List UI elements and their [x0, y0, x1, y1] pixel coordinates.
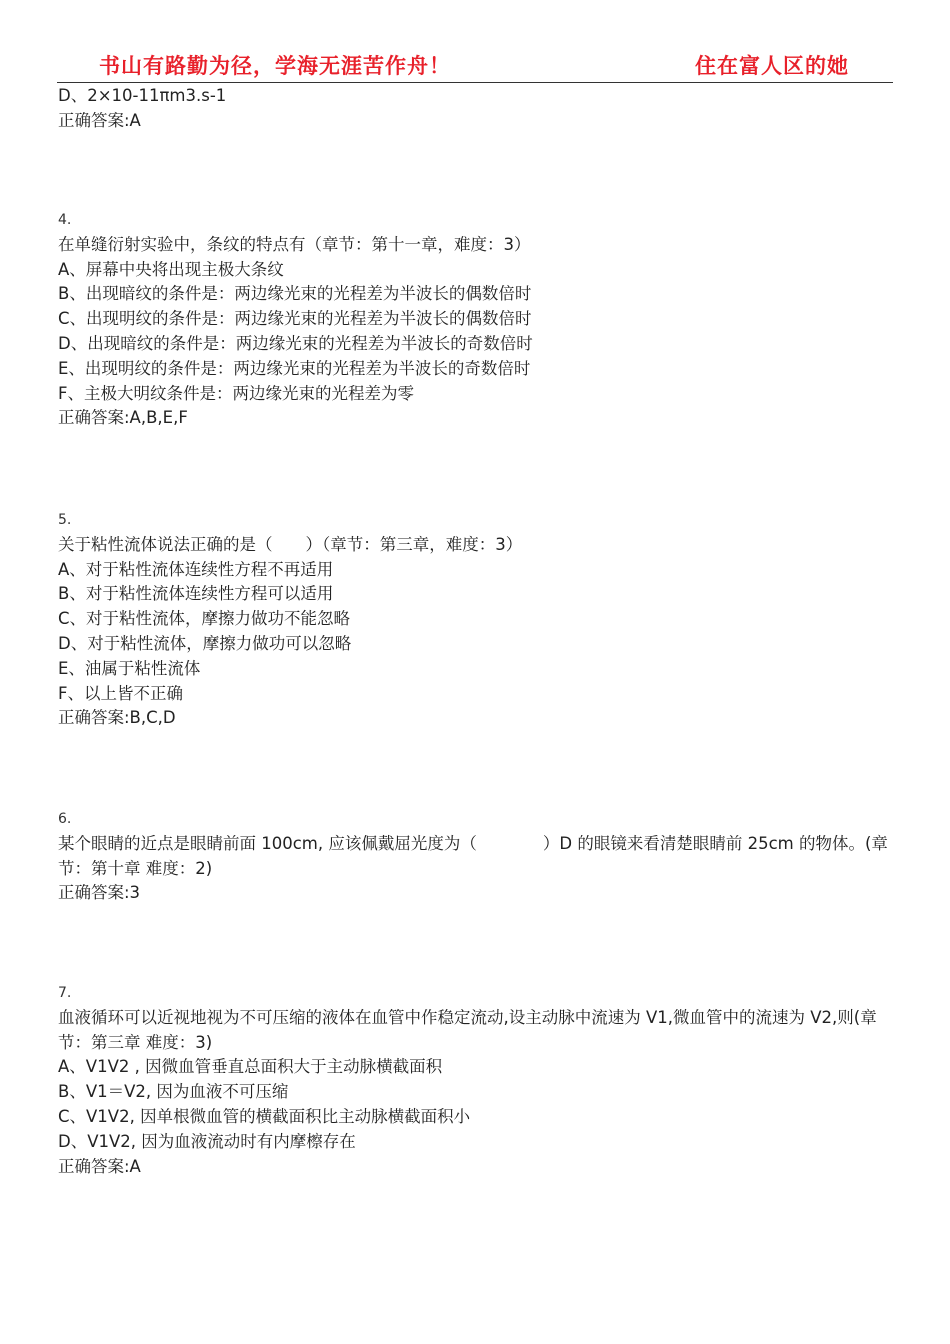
option-b: B、对于粘性流体连续性方程可以适用 — [58, 584, 334, 604]
question-number: 5. — [58, 512, 72, 528]
option-b: B、出现暗纹的条件是：两边缘光束的光程差为半波长的偶数倍时 — [58, 284, 532, 304]
question-stem: 某个眼睛的近点是眼睛前面 100cm, 应该佩戴屈光度为（ ）D 的眼镜来看清楚眼睛前 25cm 的物体。(章节：第十章 难度：2) — [58, 833, 888, 878]
answer-line: 正确答案:A — [58, 110, 141, 130]
question-5 — [58, 508, 894, 731]
option-c: C、对于粘性流体，摩擦力做功不能忽略 — [58, 609, 351, 629]
option-d: D、V1V2, 因为血液流动时有内摩檫存在 — [58, 1131, 356, 1151]
question-4 — [58, 208, 894, 431]
option-b: B、V1＝V2, 因为血液不可压缩 — [58, 1082, 289, 1102]
option-c: C、出现明纹的条件是：两边缘光束的光程差为半波长的偶数倍时 — [58, 309, 532, 329]
option-e: E、油属于粘性流体 — [58, 658, 201, 678]
option-a: A、V1V2 , 因微血管垂直总面积大于主动脉横截面积 — [58, 1057, 443, 1077]
answer-line: 正确答案:3 — [58, 883, 141, 903]
option-d: D、对于粘性流体，摩擦力做功可以忽略 — [58, 633, 352, 653]
question-stem: 在单缝衍射实验中，条纹的特点有（章节：第十一章，难度：3） — [58, 234, 531, 254]
option-a: A、屏幕中央将出现主极大条纹 — [58, 259, 284, 279]
option-a: A、对于粘性流体连续性方程不再适用 — [58, 559, 334, 579]
page-header — [57, 42, 893, 83]
question-stem: 关于粘性流体说法正确的是（ ）（章节：第三章，难度：3） — [58, 534, 523, 554]
option-d: D、2×10-11πm3.s-1 — [58, 86, 227, 105]
question-number: 6. — [58, 811, 72, 827]
option-c: C、V1V2, 因单根微血管的横截面积比主动脉横截面积小 — [58, 1106, 471, 1126]
option-e: E、出现明纹的条件是：两边缘光束的光程差为半波长的奇数倍时 — [58, 358, 531, 378]
question-6 — [58, 807, 894, 906]
option-f: F、主极大明纹条件是：两边缘光束的光程差为零 — [58, 383, 414, 403]
question-stem: 血液循环可以近视地视为不可压缩的液体在血管中作稳定流动,设主动脉中流速为 V1,微血管中的流速为 V2,则(章节：第三章 难度：3) — [58, 1007, 877, 1052]
option-f: F、以上皆不正确 — [58, 683, 183, 703]
answer-line: 正确答案:A — [58, 1156, 141, 1176]
header-author: 住在富人区的她 — [695, 53, 849, 78]
question-number: 4. — [58, 212, 72, 228]
header-motto: 书山有路勤为径，学海无涯苦作舟！ — [99, 53, 451, 78]
answer-line: 正确答案:B,C,D — [58, 708, 176, 728]
answer-line: 正确答案:A,B,E,F — [58, 408, 188, 428]
previous-question-tail — [58, 84, 894, 134]
option-d: D、出现暗纹的条件是：两边缘光束的光程差为半波长的奇数倍时 — [58, 333, 533, 353]
question-7 — [58, 981, 894, 1179]
question-number: 7. — [58, 985, 72, 1001]
